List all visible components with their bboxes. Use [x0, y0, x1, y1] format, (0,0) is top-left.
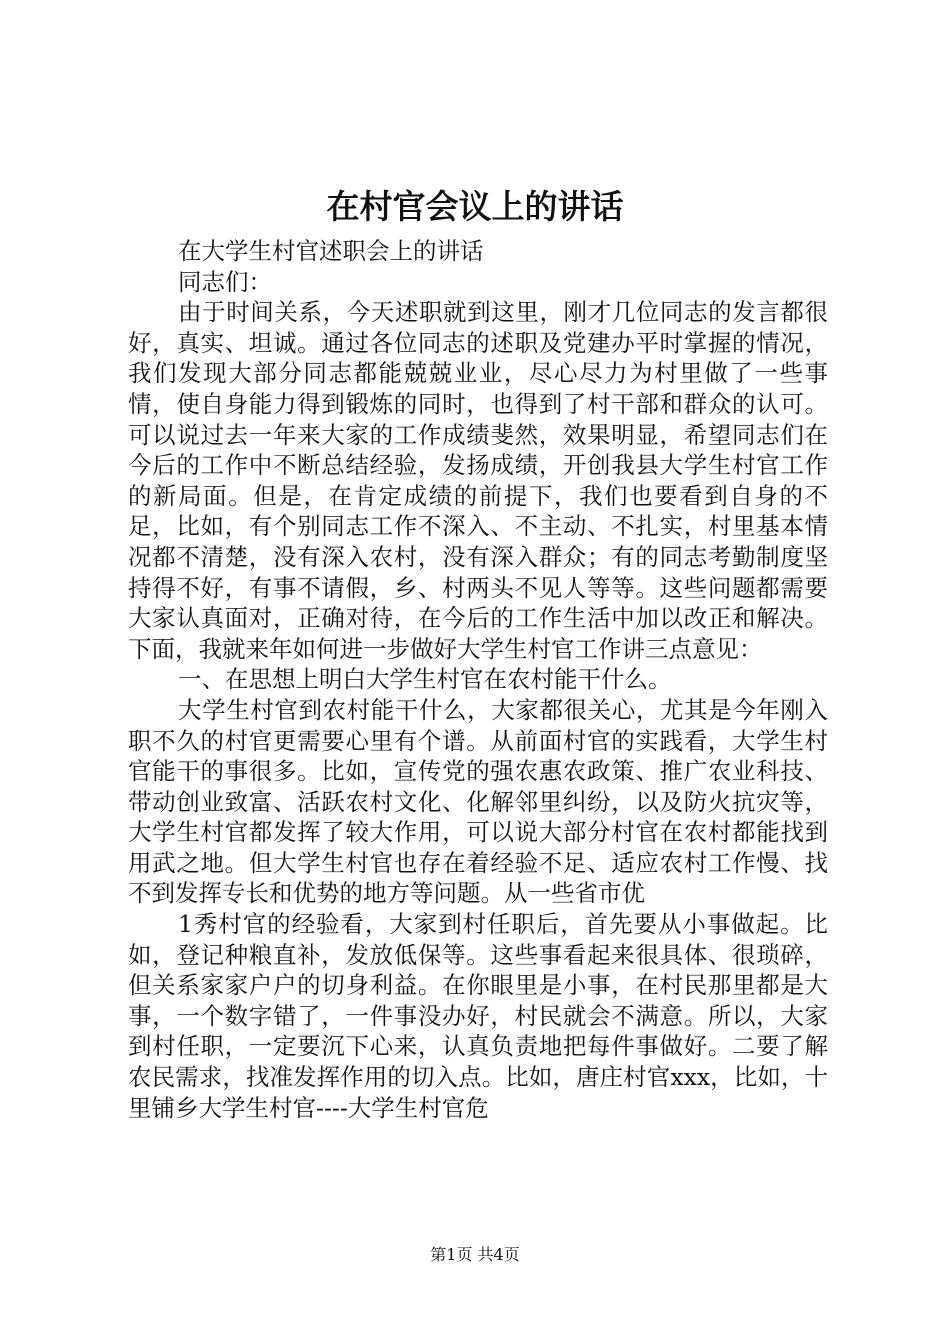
- subtitle-paragraph: 在大学生村官述职会上的讲话: [178, 237, 484, 265]
- document-title: 在村官会议上的讲话: [326, 187, 624, 226]
- section-heading: 一、在思想上明白大学生村官在农村能干什么。: [178, 665, 672, 694]
- body-paragraph: 大学生村官到农村能干什么，大家都很关心，尤其是今年刚入职不久的村官更需要心里有个谱。从前面村官的实践看，大学生村官能干的事很多。比如，宣传党的强农惠农政策、推广农业科技、带动创业致富、活跃农村文化、化解邻里纠纷，以及防火抗灾等，大学生村官都发挥了较大作用，可以说大部分村官在农村都能找到用武之地。但大学生村官也存在着经验不足、适应农村工作慢、找不到发挥专长和优势的地方等问题。从一些省市优: [128, 695, 828, 908]
- document-body: [128, 236, 828, 1123]
- body-paragraph: 1秀村官的经验看，大家到村任职后，首先要从小事做起。比如，登记种粮直补，发放低保等。这些事看起来很具体、很琐碎，但关系家家户户的切身利益。在你眼里是小事，在村民那里都是大事，一个数字错了，一件事没办好，村民就会不满意。所以，大家到村任职，一定要沉下心来，认真负责地把每件事做好。二要了解农民需求，找准发挥作用的切入点。比如，唐庄村官xxx，比如，十里铺乡大学生村官----大学生村官危: [128, 910, 828, 1122]
- page-number: 第1页 共4页: [430, 1245, 520, 1264]
- body-paragraph: 由于时间关系，今天述职就到这里，刚才几位同志的发言都很好，真实、坦诚。通过各位同志的述职及党建办平时掌握的情况，我们发现大部分同志都能兢兢业业，尽心尽力为村里做了一些事情，使自身能力得到锻炼的同时，也得到了村干部和群众的认可。可以说过去一年来大家的工作成绩斐然，效果明显，希望同志们在今后的工作中不断总结经验，发扬成绩，开创我县大学生村官工作的新局面。但是，在肯定成绩的前提下，我们也要看到自身的不足，比如，有个别同志工作不深入、不主动、不扎实，村里基本情况都不清楚，没有深入农村，没有深入群众；有的同志考勤制度坚持得不好，有事不请假，乡、村两头不见人等等。这些问题都需要大家认真面对，正确对待，在今后的工作生活中加以改正和解决。下面，我就来年如何进一步做好大学生村官工作讲三点意见：: [128, 298, 828, 663]
- salutation-paragraph: 同志们：: [178, 267, 272, 296]
